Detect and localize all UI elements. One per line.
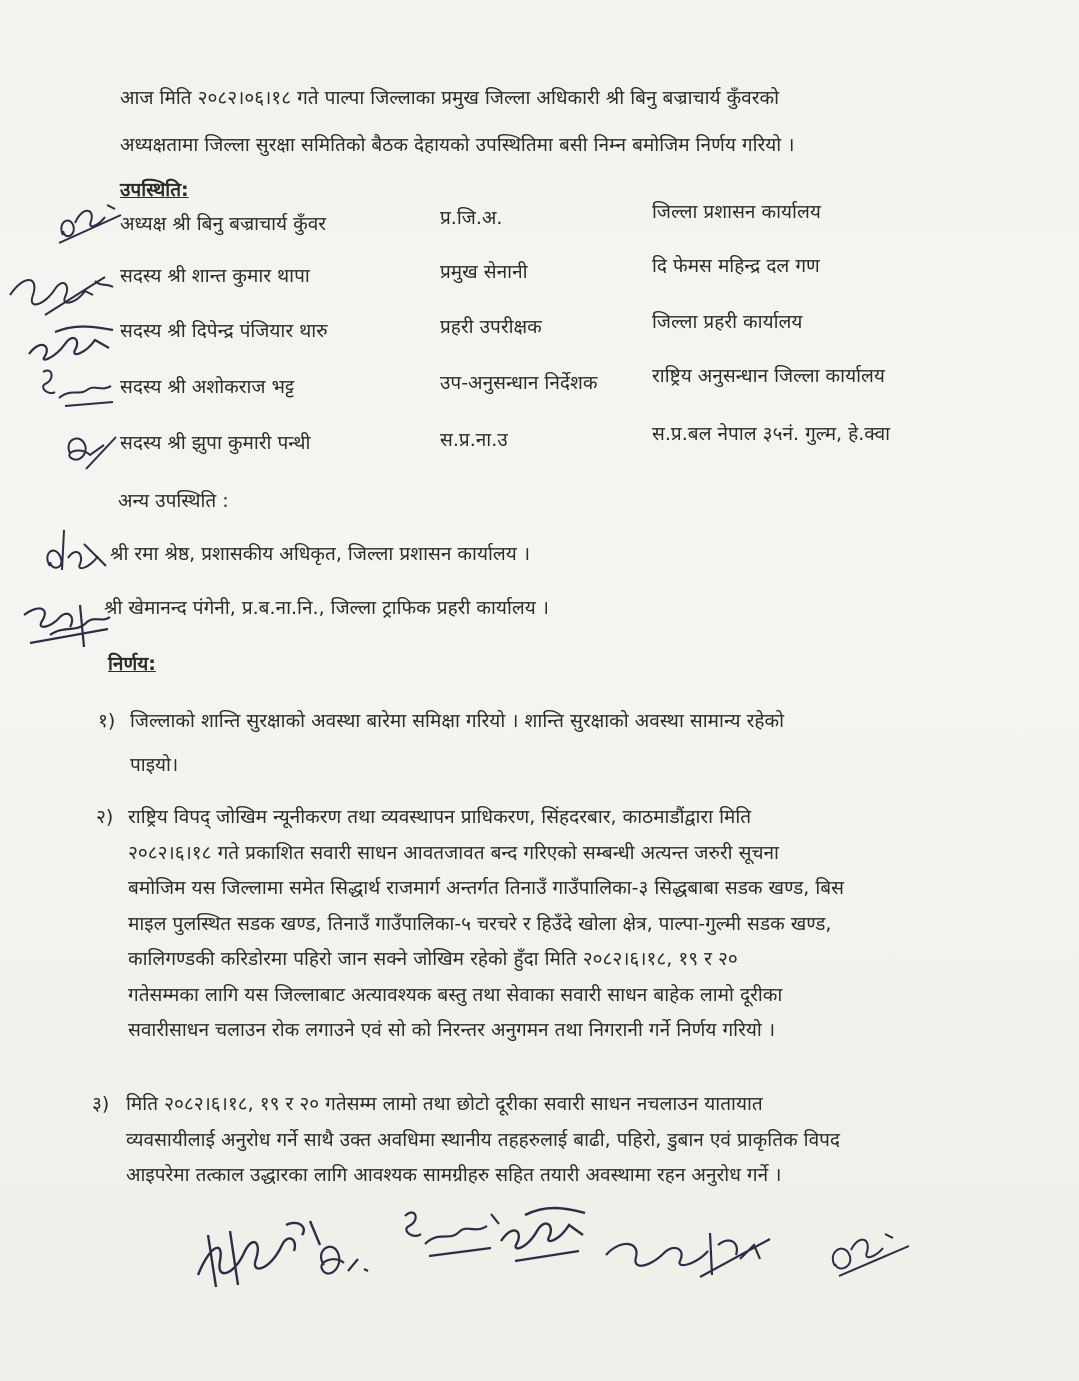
decision-line: माइल पुलस्थित सडक खण्ड, तिनाउँ गाउँपालिका-५ चरचरे र हिउँदे खोला क्षेत्र, पाल्पा-गुल्मी सडक खण्ड, <box>128 912 832 935</box>
signature-bottom-2 <box>310 1225 380 1295</box>
member-post: प्र.जि.अ. <box>440 207 503 229</box>
decision-number: १) <box>98 710 116 732</box>
decision-line: पाइयो। <box>130 754 179 776</box>
decision-heading: निर्णय: <box>108 653 156 675</box>
signature-bottom-1 <box>190 1205 330 1295</box>
other-attendance-heading: अन्य उपस्थिति : <box>118 490 229 512</box>
signature-bottom-5 <box>600 1215 780 1290</box>
other-attendee: श्री रमा श्रेष्ठ, प्रशासकीय अधिकृत, जिल्ला प्रशासन कार्यालय । <box>110 543 531 565</box>
signature-bottom-3 <box>395 1200 505 1270</box>
signature-member-panthi <box>60 425 120 475</box>
decision-text <box>128 800 998 1049</box>
member-name: सदस्य श्री शान्त कुमार थापा <box>120 265 310 287</box>
member-office: जिल्ला प्रहरी कार्यालय <box>652 311 803 333</box>
signature-other-shrestha <box>40 522 110 582</box>
member-post: स.प्र.ना.उ <box>440 429 508 451</box>
decision-line: आइपरेमा तत्काल उद्धारका लागि आवश्यक सामग्रीहरु सहित तयारी अवस्थामा रहन अनुरोध गर्ने । <box>126 1164 782 1186</box>
signature-member-panjiyar <box>25 318 120 366</box>
member-name: सदस्य श्री झुपा कुमारी पन्थी <box>120 432 311 454</box>
decision-line: मिति २०८२।६।१८, १९ र २० गतेसम्म लामो तथा छोटो दूरीका सवारी साधन नचलाउन यातायात <box>126 1093 763 1115</box>
signature-other-pangeni <box>20 595 115 655</box>
member-post: उप-अनुसन्धान निर्देशक <box>440 372 598 394</box>
signature-member-thapa <box>5 265 120 325</box>
signature-bottom-4 <box>495 1195 590 1270</box>
decision-line: बमोजिम यस जिल्लामा समेत सिद्धार्थ राजमार्ग अन्तर्गत तिनाउँ गाउँपालिका-३ सिद्धबाबा सडक खण्ड, बिस <box>128 877 844 899</box>
signature-chairperson <box>55 195 125 250</box>
other-attendee: श्री खेमानन्द पंगेनी, प्र.ब.ना.नि., जिल्ला ट्राफिक प्रहरी कार्यालय । <box>104 597 550 619</box>
member-office: स.प्र.बल नेपाल ३५नं. गुल्म, हे.क्वा <box>652 423 891 445</box>
member-post: प्रहरी उपरीक्षक <box>440 316 542 338</box>
intro-line-2: अध्यक्षतामा जिल्ला सुरक्षा समितिको बैठक देहायको उपस्थितिमा बसी निम्न बमोजिम निर्णय गरियो । <box>120 134 795 156</box>
member-post: प्रमुख सेनानी <box>440 261 528 283</box>
member-office: दि फेमस महिन्द्र दल गण <box>652 255 820 277</box>
decision-text <box>130 704 1000 783</box>
decision-text <box>126 1087 1001 1194</box>
decision-line: व्यवसायीलाई अनुरोध गर्ने साथै उक्त अवधिमा स्थानीय तहहरुलाई बाढी, पहिरो, डुबान एवं प्राकृतिक विपद <box>126 1128 841 1151</box>
decision-line: कालिगण्डकी करिडोरमा पहिरो जान सक्ने जोखिम रहेको हुँदा मिति २०८२।६।१८, १९ र २० <box>128 948 738 970</box>
decision-number: ३) <box>92 1093 110 1115</box>
decision-line: २०८२।६।१८ गते प्रकाशित सवारी साधन आवतजावत बन्द गरिएको सम्बन्धी अत्यन्त जरुरी सूचना <box>128 841 779 864</box>
attendance-heading: उपस्थिति: <box>120 179 189 201</box>
decision-line: जिल्लाको शान्ति सुरक्षाको अवस्था बारेमा समिक्षा गरियो । शान्ति सुरक्षाको अवस्था सामान्य रहेको <box>130 710 784 732</box>
decision-number: २) <box>96 806 114 828</box>
member-name: अध्यक्ष श्री बिनु बज्राचार्य कुँवर <box>120 213 327 235</box>
intro-line-1: आज मिति २०८२।०६।१८ गते पाल्पा जिल्लाका प्रमुख जिल्ला अधिकारी श्री बिनु बज्राचार्य कुँवरको <box>120 87 780 109</box>
member-name: सदस्य श्री दिपेन्द्र पंजियार थारु <box>120 320 328 342</box>
signature-bottom-6 <box>825 1220 915 1285</box>
decision-line: गतेसम्मका लागि यस जिल्लाबाट अत्यावश्यक बस्तु तथा सेवाका सवारी साधन बाहेक लामो दूरीका <box>128 983 783 1006</box>
decision-line: राष्ट्रिय विपद् जोखिम न्यूनीकरण तथा व्यवस्थापन प्राधिकरण, सिंहदरबार, काठमाडौंद्वारा मिति <box>128 806 752 828</box>
decision-line: सवारीसाधन चलाउन रोक लगाउने एवं सो को निरन्तर अनुगमन तथा निगरानी गर्ने निर्णय गरियो । <box>128 1019 776 1041</box>
member-name: सदस्य श्री अशोकराज भट्ट <box>120 376 295 398</box>
member-office: जिल्ला प्रशासन कार्यालय <box>652 201 821 223</box>
signature-member-bhatta <box>35 362 120 412</box>
member-office: राष्ट्रिय अनुसन्धान जिल्ला कार्यालय <box>652 365 885 387</box>
